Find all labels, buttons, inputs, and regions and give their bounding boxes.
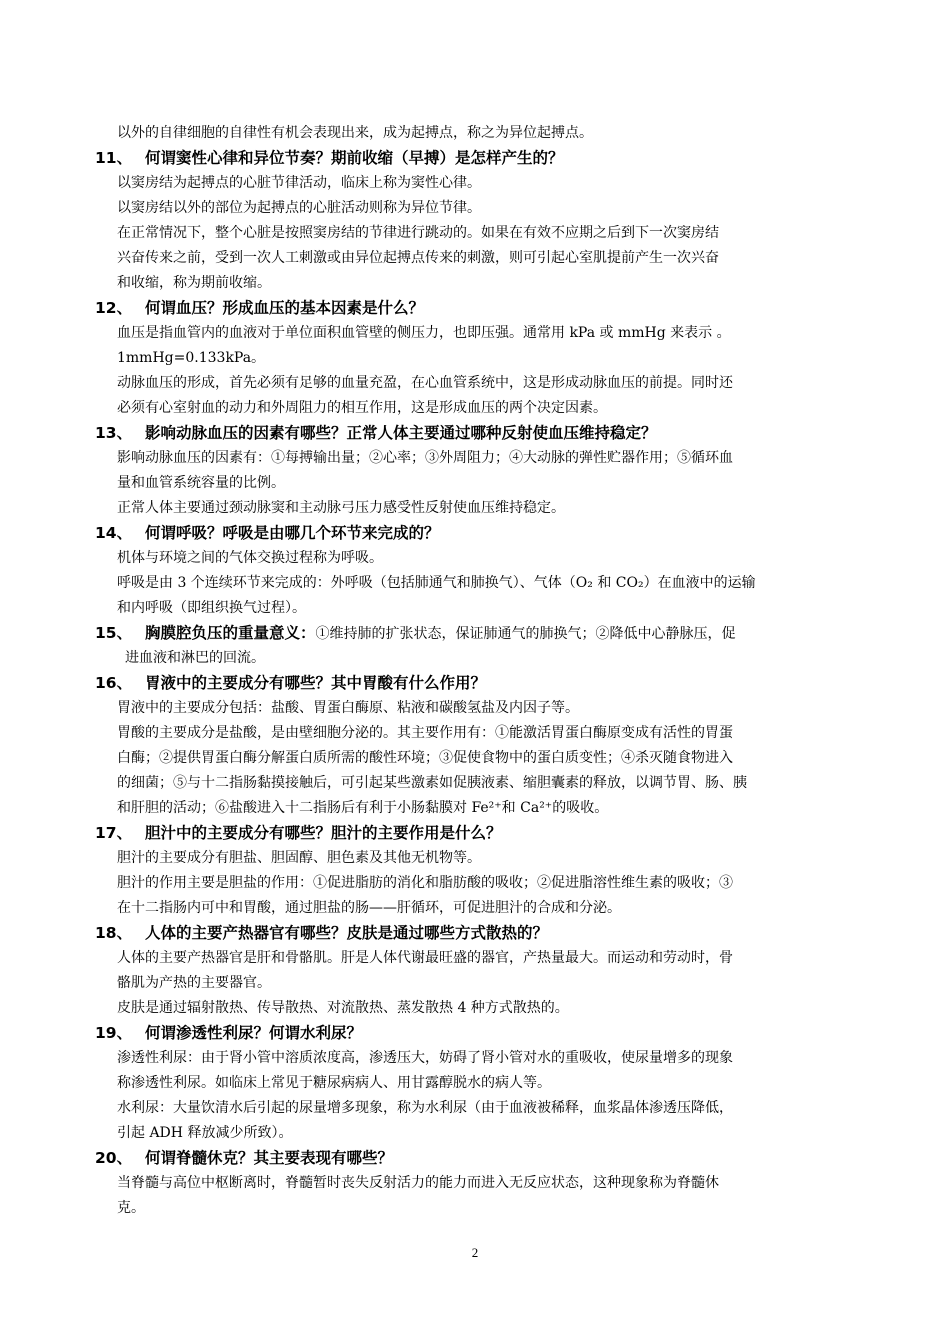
inline-answer: ①维持肺的扩张状态，保证肺通气的肺换气；②降低中心静脉压，促 — [315, 626, 736, 642]
question-heading — [95, 146, 840, 171]
question-heading — [95, 296, 840, 321]
question-number: 18、 — [95, 924, 133, 942]
question-title: 影响动脉血压的因素有哪些？正常人体主要通过哪种反射使血压维持稳定？ — [145, 424, 657, 442]
answer-paragraph: 水利尿：大量饮清水后引起的尿量增多现象，称为水利尿（由于血液被稀释，血浆晶体渗透压降低， 引起 ADH 释放减少所致）。 — [117, 1100, 733, 1141]
answer-paragraph: 呼吸是由 3 个连续环节来完成的：外呼吸（包括肺通气和肺换气）、气体（O₂ 和 CO₂）在血液中的运输 和内呼吸（即组织换气过程）。 — [117, 575, 756, 616]
question-list — [95, 146, 840, 1221]
answer-paragraph: 动脉血压的形成，首先必须有足够的血量充盈，在心血管系统中，这是形成动脉血压的前提。同时还 必须有心室射血的动力和外周阻力的相互作用，这是形成血压的两个决定因素。 — [117, 375, 733, 416]
answer-paragraph: 以窦房结以外的部位为起搏点的心脏活动则称为异位节律。 — [117, 200, 481, 216]
question-heading — [95, 821, 840, 846]
question-number: 11、 — [95, 149, 133, 167]
question-heading — [95, 1021, 840, 1046]
question-heading — [95, 921, 840, 946]
answer-paragraph: 血压是指血管内的血液对于单位面积血管壁的侧压力，也即压强。通常用 kPa 或 mmHg 来表示 。 1mmHg=0.133kPa。 — [117, 325, 731, 366]
question-heading — [95, 671, 840, 696]
intro-paragraph: 以外的自律细胞的自律性有机会表现出来，成为起搏点，称之为异位起搏点。 — [117, 125, 593, 141]
question-number: 17、 — [95, 824, 133, 842]
question-title: 胃液中的主要成分有哪些？其中胃酸有什么作用？ — [145, 674, 487, 692]
answer-paragraph: 正常人体主要通过颈动脉窦和主动脉弓压力感受性反射使血压维持稳定。 — [117, 500, 565, 516]
question-heading — [95, 621, 840, 646]
question-title: 何谓脊髓休克？其主要表现有哪些？ — [145, 1149, 394, 1167]
question-number: 16、 — [95, 674, 133, 692]
document-body — [95, 121, 840, 1221]
question-number: 14、 — [95, 524, 133, 542]
question-number: 19、 — [95, 1024, 133, 1042]
question-title: 何谓窦性心律和异位节奏？期前收缩（早搏）是怎样产生的？ — [145, 149, 564, 167]
question-title: 何谓呼吸？呼吸是由哪几个环节来完成的？ — [145, 524, 440, 542]
answer-paragraph: 人体的主要产热器官是肝和骨骼肌。肝是人体代谢最旺盛的器官，产热量最大。而运动和劳动时，骨 骼肌为产热的主要器官。 — [117, 950, 733, 991]
answer-paragraph: 胃酸的主要成分是盐酸，是由壁细胞分泌的。其主要作用有：①能激活胃蛋白酶原变成有活性的胃蛋 白酶；②提供胃蛋白酶分解蛋白质所需的酸性环境；③促使食物中的蛋白质变性；④杀灭随食物进入 的细菌；⑤与十二指肠黏摸接触后，可引起某些激素如促胰液素、缩胆囊素的释放，以调节胃、肠、胰 和肝胆的活动；⑥盐酸进入十二指肠后有利于小肠黏膜对 Fe²⁺和 Ca²⁺的吸收。 — [117, 725, 747, 816]
answer-paragraph: 影响动脉血压的因素有：①每搏输出量；②心率；③外周阻力；④大动脉的弹性贮器作用；⑤循环血 量和血管系统容量的比例。 — [117, 450, 733, 491]
question-heading — [95, 521, 840, 546]
answer-paragraph: 机体与环境之间的气体交换过程称为呼吸。 — [117, 550, 383, 566]
answer-paragraph: 胆汁的作用主要是胆盐的作用：①促进脂肪的消化和脂肪酸的吸收；②促进脂溶性维生素的吸收；③ 在十二指肠内可中和胃酸，通过胆盐的肠——肝循环，可促进胆汁的合成和分泌。 — [117, 875, 733, 916]
question-title: 何谓血压？形成血压的基本因素是什么？ — [145, 299, 425, 317]
question-title: 何谓渗透性利尿？何谓水利尿？ — [145, 1024, 363, 1042]
answer-paragraph: 以窦房结为起搏点的心脏节律活动，临床上称为窦性心律。 — [117, 175, 481, 191]
answer-paragraph: 渗透性利尿：由于肾小管中溶质浓度高，渗透压大，妨碍了肾小管对水的重吸收，使尿量增多的现象 称渗透性利尿。如临床上常见于糖尿病病人、用甘露醇脱水的病人等。 — [117, 1050, 733, 1091]
question-heading — [95, 1146, 840, 1171]
question-title: 胸膜腔负压的重量意义： — [145, 624, 316, 642]
answer-paragraph: 当脊髓与高位中枢断离时，脊髓暂时丧失反射活力的能力而进入无反应状态，这种现象称为脊髓休 克。 — [117, 1175, 719, 1216]
answer-paragraph: 在正常情况下，整个心脏是按照窦房结的节律进行跳动的。如果在有效不应期之后到下一次窦房结 兴奋传来之前，受到一次人工刺激或由异位起搏点传来的刺激，则可引起心室肌提前产生一次兴奋 和收缩，称为期前收缩。 — [117, 225, 719, 291]
question-number: 20、 — [95, 1149, 133, 1167]
answer-paragraph: 胃液中的主要成分包括：盐酸、胃蛋白酶原、粘液和碳酸氢盐及内因子等。 — [117, 700, 579, 716]
answer-continuation: 进血液和淋巴的回流。 — [125, 650, 265, 666]
question-title: 胆汁中的主要成分有哪些？胆汁的主要作用是什么？ — [145, 824, 502, 842]
question-number: 12、 — [95, 299, 133, 317]
question-number: 15、 — [95, 624, 133, 642]
question-title: 人体的主要产热器官有哪些？皮肤是通过哪些方式散热的？ — [145, 924, 549, 942]
question-heading — [95, 421, 840, 446]
page-number: 2 — [471, 1245, 479, 1260]
answer-paragraph: 皮肤是通过辐射散热、传导散热、对流散热、蒸发散热 4 种方式散热的。 — [117, 1000, 569, 1016]
question-number: 13、 — [95, 424, 133, 442]
answer-paragraph: 胆汁的主要成分有胆盐、胆固醇、胆色素及其他无机物等。 — [117, 850, 481, 866]
